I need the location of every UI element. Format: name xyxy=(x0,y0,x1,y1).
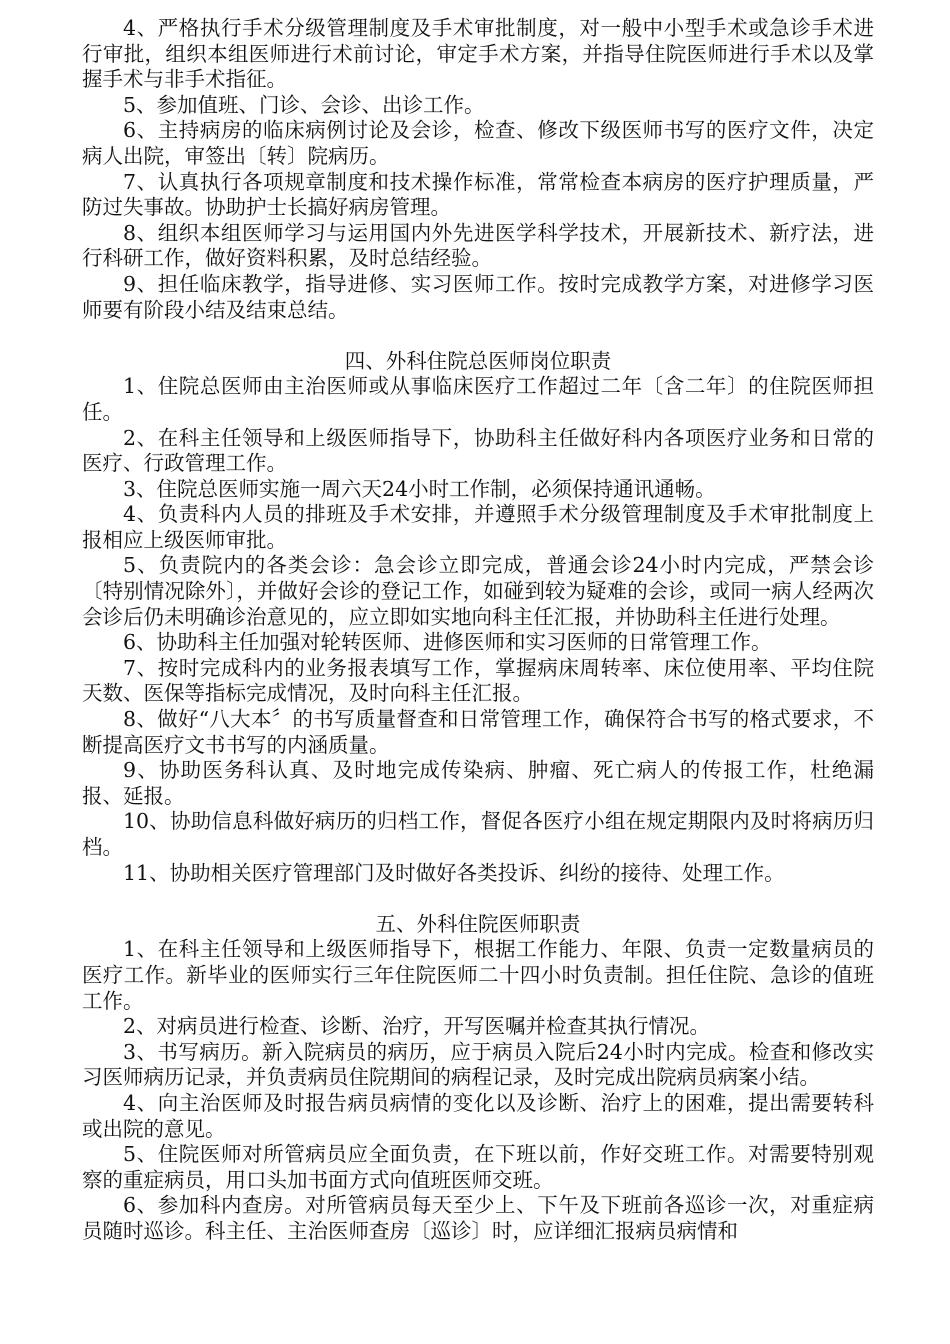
duty-item: 1、住院总医师由主治医师或从事临床医疗工作超过二年〔含二年〕的住院医师担任。 xyxy=(82,374,874,424)
duty-item: 2、在科主任领导和上级医师指导下，协助科主任做好科内各项医疗业务和日常的医疗、行政管理工作。 xyxy=(82,425,874,476)
duty-item: 11、协助相关医疗管理部门及时做好各类投诉、纠纷的接待、处理工作。 xyxy=(123,860,785,885)
duty-item: 7、认真执行各项规章制度和技术操作标准，常常检查本病房的医疗护理质量，严防过失事故。协助护士长搞好病房管理。 xyxy=(82,169,874,220)
duty-item: 5、住院医师对所管病员应全面负责，在下班以前，作好交班工作。对需要特别观察的重症病员，用口头加书面方式向值班医师交班。 xyxy=(82,1142,874,1192)
duty-item: 5、负责院内的各类会诊：急会诊立即完成，普通会诊24小时内完成，严禁会诊〔特别情况除外〕，并做好会诊的登记工作，如碰到较为疑难的会诊，或同一病人经两次会诊后仍未明确诊治意见的，应立即如实地向科主任汇报，并协助科主任进行处理。 xyxy=(82,553,874,629)
duty-item: 4、负责科内人员的排班及手术安排，并遵照手术分级管理制度及手术审批制度上报相应上级医师审批。 xyxy=(82,502,874,552)
section-3-continued xyxy=(82,16,874,323)
duty-item: 4、严格执行手术分级管理制度及手术审批制度，对一般中小型手术或急诊手术进行审批，组织本组医师进行术前讨论，审定手术方案，并指导住院医师进行手术以及掌握手术与非手术指征。 xyxy=(82,16,874,92)
duty-item: 3、书写病历。新入院病员的病历，应于病员入院后24小时内完成。检查和修改实习医师病历记录，并负责病员住院期间的病程记录，及时完成出院病员病案小结。 xyxy=(82,1039,874,1090)
duty-item: 8、做好“八大本〞的书写质量督查和日常管理工作，确保符合书写的格式要求，不断提高医疗文书书写的内涵质量。 xyxy=(82,707,874,757)
duty-item: 5、参加值班、门诊、会诊、出诊工作。 xyxy=(123,92,485,117)
duty-item: 9、担任临床教学，指导进修、实习医师工作。按时完成教学方案，对进修学习医师要有阶段小结及结束总结。 xyxy=(82,271,874,322)
duty-item: 10、协助信息科做好病历的归档工作，督促各医疗小组在规定期限内及时将病历归档。 xyxy=(82,809,874,859)
section-heading: 五、外科住院医师职责 xyxy=(375,911,581,936)
duty-item: 7、按时完成科内的业务报表填写工作，掌握病床周转率、床位使用率、平均住院天数、医保等指标完成情况，及时向科主任汇报。 xyxy=(82,655,874,706)
duty-item: 3、住院总医师实施一周六天24小时工作制，必须保持通讯通畅。 xyxy=(123,476,716,501)
section-5 xyxy=(82,912,874,1245)
section-spacer xyxy=(82,323,874,349)
section-4 xyxy=(82,349,874,886)
duty-item: 2、对病员进行检查、诊断、治疗，开写医嘱并检查其执行情况。 xyxy=(123,1014,711,1039)
section-spacer xyxy=(82,886,874,912)
document-page xyxy=(82,16,874,1245)
duty-item: 1、在科主任领导和上级医师指导下，根据工作能力、年限、负责一定数量病员的医疗工作。新毕业的医师实行三年住院医师二十四小时负责制。担任住院、急诊的值班工作。 xyxy=(82,937,874,1013)
duty-item: 9、协助医务科认真、及时地完成传染病、肿瘤、死亡病人的传报工作，杜绝漏报、延报。 xyxy=(82,758,874,808)
duty-item: 6、主持病房的临床病例讨论及会诊，检查、修改下级医师书写的医疗文件，决定病人出院，审签出〔转〕院病历。 xyxy=(82,118,874,168)
duty-item: 6、参加科内查房。对所管病员每天至少上、下午及下班前各巡诊一次，对重症病员随时巡诊。科主任、主治医师查房〔巡诊〕时，应详细汇报病员病情和 xyxy=(82,1193,874,1243)
duty-item: 8、组织本组医师学习与运用国内外先进医学科学技术，开展新技术、新疗法，进行科研工作，做好资料积累，及时总结经验。 xyxy=(82,220,874,271)
duty-item: 4、向主治医师及时报告病员病情的变化以及诊断、治疗上的困难，提出需要转科或出院的意见。 xyxy=(82,1090,874,1141)
duty-item: 6、协助科主任加强对轮转医师、进修医师和实习医师的日常管理工作。 xyxy=(123,630,772,655)
section-heading: 四、外科住院总医师岗位职责 xyxy=(344,348,612,373)
